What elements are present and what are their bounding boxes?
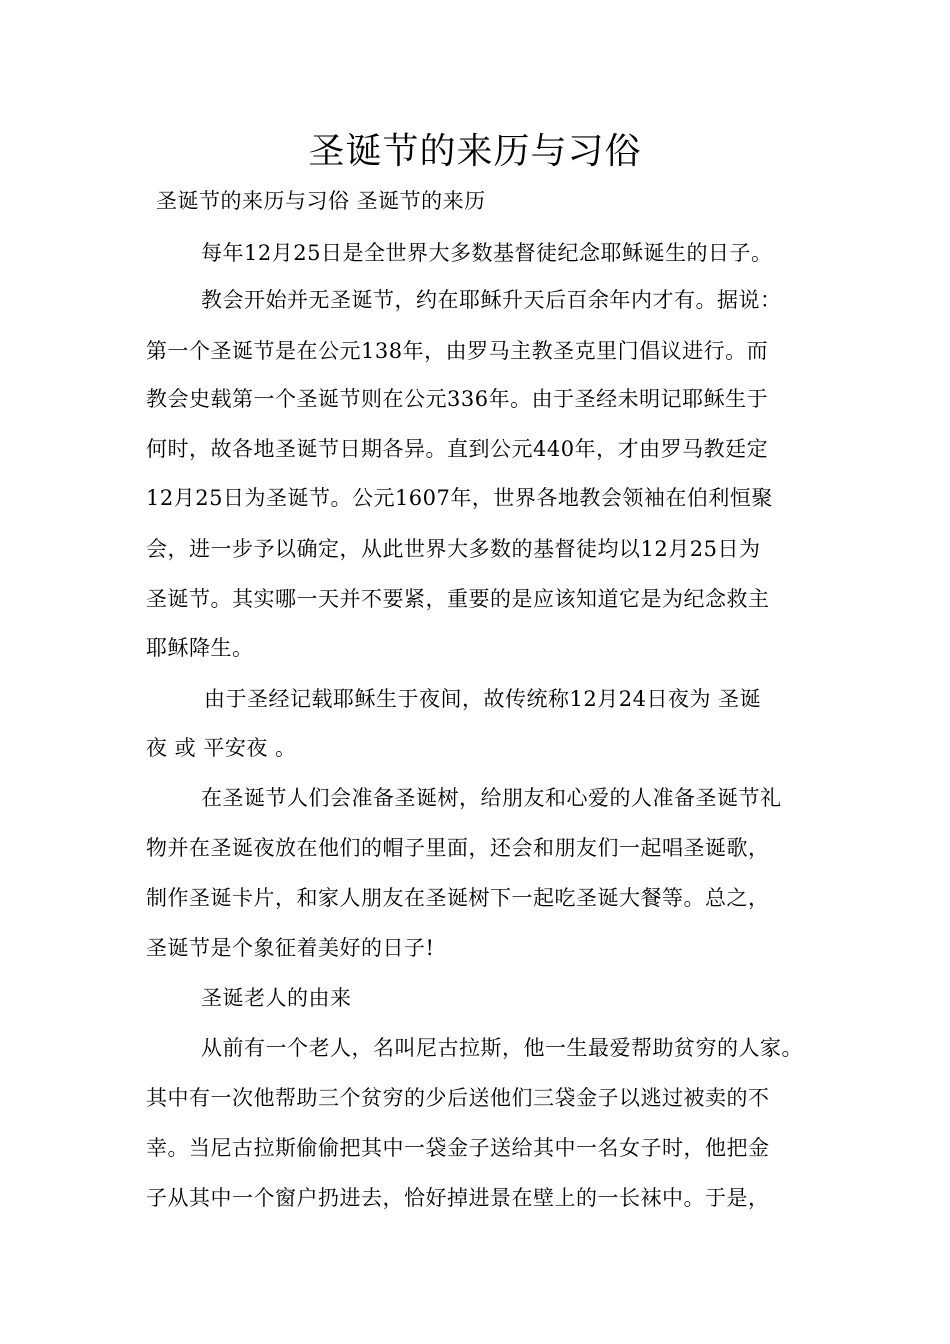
document-subtitle-line: 圣诞节的来历与习俗 圣诞节的来历: [156, 189, 486, 213]
paragraph-line: 夜 或 平安夜 。: [146, 736, 297, 760]
section-heading: 圣诞老人的由来: [201, 986, 352, 1010]
paragraph-line: 会，进一步予以确定，从此世界大多数的基督徒均以12月25日为: [146, 537, 761, 561]
paragraph-line: 在圣诞节人们会准备圣诞树，给朋友和心爱的人准备圣诞节礼: [201, 786, 782, 810]
document-title: 圣诞节的来历与习俗: [308, 131, 642, 172]
paragraph-line: 其中有一次他帮助三个贫穷的少后送他们三袋金子以逃过被卖的不: [146, 1086, 770, 1110]
paragraph-line: 制作圣诞卡片，和家人朋友在圣诞树下一起吃圣诞大餐等。总之，: [146, 886, 770, 910]
paragraph-line: 圣诞节。其实哪一天并不要紧，重要的是应该知道它是为纪念救主: [146, 587, 770, 611]
paragraph-line: 幸。当尼古拉斯偷偷把其中一袋金子送给其中一名女子时，他把金: [146, 1136, 770, 1160]
paragraph-line: 耶稣降生。: [146, 636, 254, 660]
paragraph-line: 子从其中一个窗户扔进去，恰好掉进景在壁上的一长袜中。于是，: [146, 1186, 770, 1210]
paragraph-line: 教会开始并无圣诞节，约在耶稣升天后百余年内才有。据说：: [201, 288, 782, 312]
paragraph-line: 物并在圣诞夜放在他们的帽子里面，还会和朋友们一起唱圣诞歌，: [146, 836, 770, 860]
paragraph-line: 教会史载第一个圣诞节则在公元336年。由于圣经未明记耶稣生于: [146, 387, 769, 411]
paragraph-line: 从前有一个老人，名叫尼古拉斯，他一生最爱帮助贫穷的人家。: [201, 1036, 803, 1060]
paragraph-line: 12月25日为圣诞节。公元1607年，世界各地教会领袖在伯利恒聚: [146, 486, 773, 510]
paragraph-line: 每年12月25日是全世界大多数基督徒纪念耶稣诞生的日子。: [201, 241, 773, 265]
paragraph-line: 第一个圣诞节是在公元138年，由罗马主教圣克里门倡议进行。而: [146, 339, 769, 363]
paragraph-line: 由于圣经记载耶稣生于夜间，故传统称12月24日夜为 圣诞: [204, 687, 762, 711]
paragraph-line: 圣诞节是个象征着美好的日子!: [146, 936, 435, 960]
paragraph-line: 何时，故各地圣诞节日期各异。直到公元440年，才由罗马教廷定: [146, 437, 769, 461]
